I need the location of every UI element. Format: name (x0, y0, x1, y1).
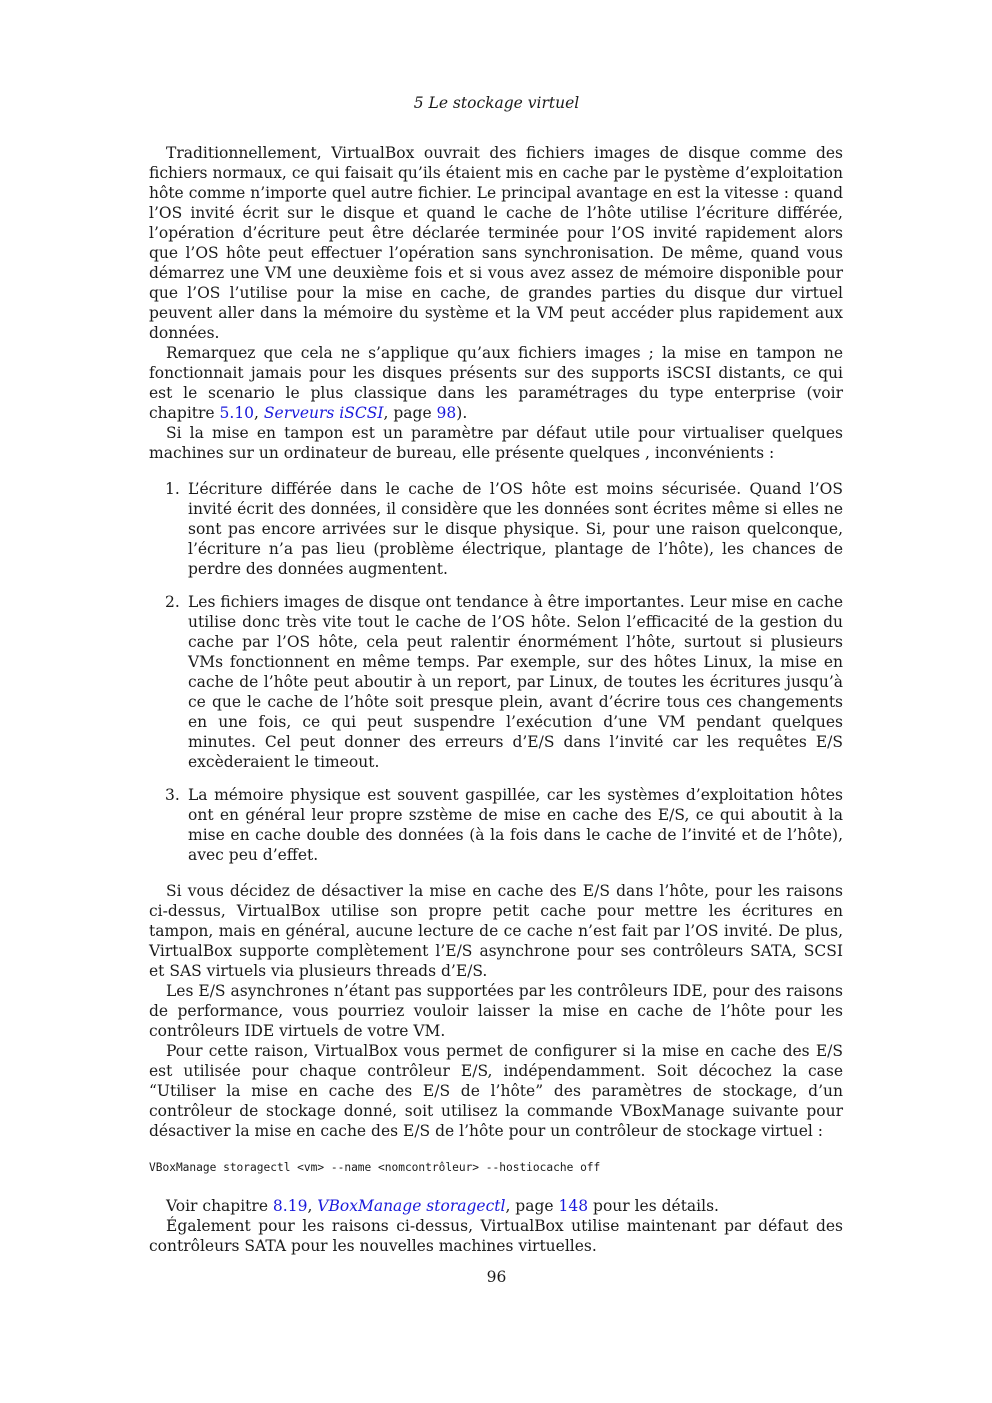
paragraph: Les E/S asynchrones n’étant pas supportées par les contrôleurs IDE, pour des raisons de performance, vous pourriez vouloir laisser la mise en cache de l’hôte pour les contrôleurs IDE virtuels de votre VM. (149, 982, 843, 1040)
paragraph (149, 343, 843, 423)
paragraph-text: ). (456, 404, 468, 422)
section-title-link[interactable]: VBoxManage storagectl (317, 1197, 506, 1215)
list-item (149, 592, 843, 772)
list-item-text: La mémoire physique est souvent gaspillée, car les systèmes d’exploitation hôtes ont en général leur propre szstème de mise en cache des E/S, ce qui aboutit à la mise en cache double des données (à la fois dans le cache de l’invité et de l’hôte), avec peu d’effet. (188, 786, 843, 864)
paragraph: Également pour les raisons ci-dessus, VirtualBox utilise maintenant par défaut des contrôleurs SATA pour les nouvelles machines virtuelles. (149, 1217, 843, 1255)
page-body (149, 143, 843, 1256)
page-label-text: , page (383, 404, 437, 422)
section-link[interactable]: 8.19 (272, 1197, 308, 1215)
page-link[interactable]: 98 (436, 404, 457, 422)
list-item-number: 2. (165, 593, 180, 611)
list-item (149, 785, 843, 865)
section-title-link[interactable]: Serveurs iSCSI (263, 404, 384, 422)
page-link[interactable]: 148 (558, 1197, 589, 1215)
page-label-text: , page (505, 1197, 559, 1215)
separator-text: , (307, 1197, 318, 1215)
paragraph: Traditionnellement, VirtualBox ouvrait des fichiers images de disque comme des fichiers normaux, ce qui faisait qu’ils étaient mis en cache par le pystème d’exploitation hôte comme n’importe quel autre fichier. Le principal avantage en est la vitesse : quand l’OS invité écrit sur le disque et quand le cache de l’hôte utilise l’écriture différée, l’opération d’écriture peut être déclarée terminée pour l’OS invité rapidement alors que l’OS hôte peut effectuer l’opération sans synchronisation. De même, quand vous démarrez une VM une deuxième fois et si vous avez assez de mémoire disponible pour que l’OS l’utilise pour la mise en cache, de grandes parties du disque dur virtuel peuvent aller dans la mémoire du système et la VM peut accéder plus rapidement aux données. (149, 144, 843, 342)
paragraph-text: Remarquez que cela ne s’applique qu’aux fichiers images ; la mise en tampon ne fonctionnait jamais pour les disques présents sur des supports iSCSI distants, ce qui est le scenario le plus classique dans les paramétrages du type enterprise (voir chapitre (149, 344, 843, 422)
list-item-number: 1. (165, 480, 180, 498)
code-block: VBoxManage storagectl <vm> --name <nomcontrôleur> --hostiocache off (149, 1161, 601, 1174)
paragraph: Si la mise en tampon est un paramètre par défaut utile pour virtualiser quelques machines sur un ordinateur de bureau, elle présente quelques , inconvénients : (149, 424, 843, 462)
paragraph-text: pour les détails. (588, 1197, 719, 1215)
list-item-text: Les fichiers images de disque ont tendance à être importantes. Leur mise en cache utilise donc très vite tout le cache de l’OS hôte. Selon l’efficacité de la gestion du cache par l’OS hôte, cela peut ralentir énormément l’hôte, surtout si plusieurs VMs fonctionnent en même temps. Par exemple, sur des hôtes Linux, la mise en cache de l’hôte peut aboutir à un report, par Linux, de toutes les écritures jusqu’à ce que le cache de l’hôte soit presque plein, avant d’écrire tous ces changements en une fois, ce qui peut suspendre l’exécution d’une VM pendant quelques minutes. Cel peut donner des erreurs d’E/S dans l’invité car les requêtes E/S excèderaient le timeout. (188, 593, 843, 771)
list-item-number: 3. (165, 786, 180, 804)
paragraph-text: Voir chapitre (166, 1197, 273, 1215)
list-item (149, 479, 843, 579)
numbered-list (149, 479, 843, 865)
paragraph: Si vous décidez de désactiver la mise en cache des E/S dans l’hôte, pour les raisons ci-dessus, VirtualBox utilise son propre petit cache pour mettre les écritures en tampon, mais en général, aucune lecture de ce cache n’est fait par l’OS invité. De plus, VirtualBox supporte complètement l’E/S asynchrone pour ses contrôleurs SATA, SCSI et SAS virtuels via plusieurs threads d’E/S. (149, 882, 843, 980)
page-number: 96 (486, 1268, 507, 1286)
separator-text: , (254, 404, 264, 422)
running-header: 5 Le stockage virtuel (413, 94, 580, 112)
paragraph (149, 1196, 843, 1216)
paragraph: Pour cette raison, VirtualBox vous permet de configurer si la mise en cache des E/S est utilisée pour chaque contrôleur E/S, indépendamment. Soit décochez la case “Utiliser la mise en cache des E/S de l’hôte” des paramètres de stockage, d’un contrôleur de stockage donné, soit utilisez la commande VBoxManage suivante pour désactiver la mise en cache des E/S de l’hôte pour un contrôleur de stockage virtuel : (149, 1042, 843, 1140)
list-item-text: L’écriture différée dans le cache de l’OS hôte est moins sécurisée. Quand l’OS invité écrit des données, il considère que les données sont écrites même si elles ne sont pas encore arrivées sur le disque physique. Si, pour une raison quelconque, l’écriture n’a pas lieu (problème électrique, plantage de l’hôte), les chances de perdre des données augmentent. (188, 480, 843, 578)
section-link[interactable]: 5.10 (219, 404, 255, 422)
